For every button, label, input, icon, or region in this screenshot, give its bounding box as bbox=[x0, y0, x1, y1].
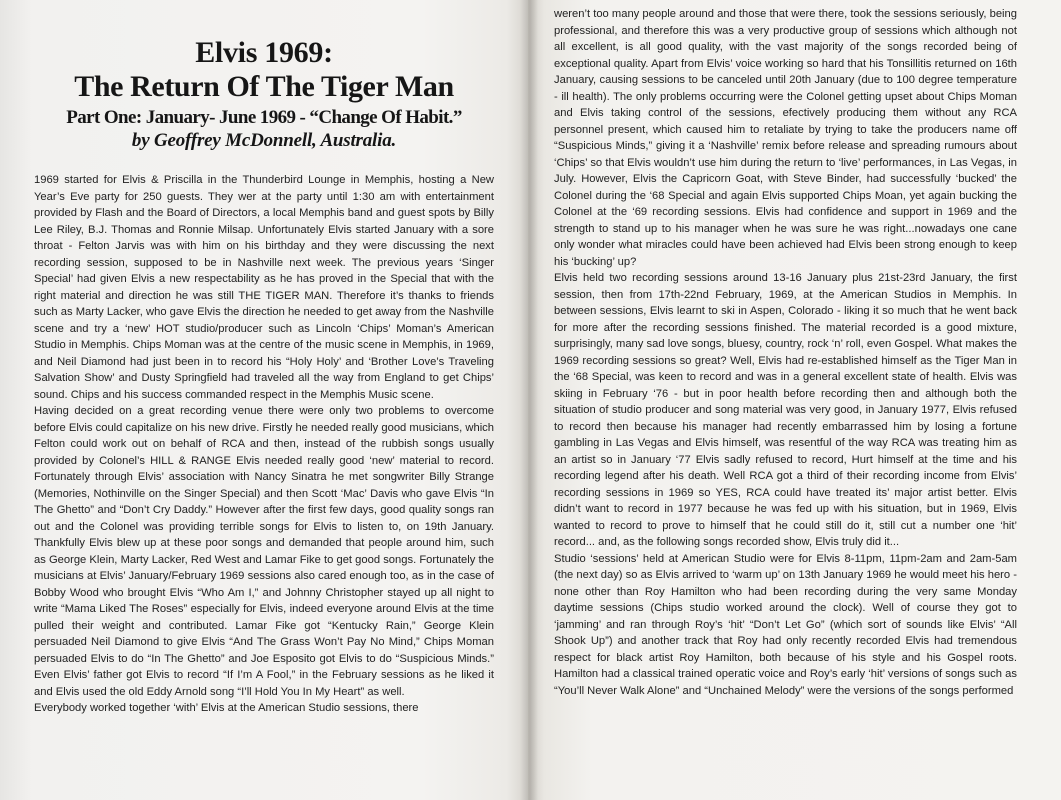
article-byline: by Geoffrey McDonnell, Australia. bbox=[131, 130, 397, 151]
right-page bbox=[528, 0, 1061, 800]
left-page bbox=[0, 0, 528, 800]
article-header bbox=[34, 36, 494, 153]
left-body-text bbox=[34, 172, 494, 717]
article-title-line2: The Return Of The Tiger Man bbox=[74, 70, 454, 103]
right-body-text bbox=[554, 6, 1017, 699]
paragraph: Having decided on a great recording venue there were only two problems to overcome before Elvis could capitalize on his new drive. Firstly he needed really good musicians, which Felton could work out on behalf of RCA and then, instead of the rubbish songs usually provided by Colonel’s HILL & RANGE Elvis needed really good ‘new’ material to record. Fortunately through Elvis’ association with Nancy Sinatra he met songwriter Billy Strange (Memories, Nothinville on the Singer Special) and then Scott ‘Mac’ Davis who gave Elvis “In The Ghetto” and “Don’t Cry Daddy.” However after the first few days, good quality songs ran out and the Colonel was providing terrible songs for Elvis to listen to, on 19th January. Thankfully Elvis blew up at these poor songs and demanded that people around him, such as George Klein, Marty Lacker, Red West and Lamar Fike to get good songs. Fortunately the musicians at Elvis’ January/February 1969 sessions also cared enough too, as in the case of Bobby Wood who brought Elvis “Who Am I,” and Johnny Christopher stayed up all night to write “Mama Liked The Roses” especially for Elvis, indeed everyone around Elvis at the time pulled their weight and contributed. Lamar Fike got “Kentucky Rain,” George Klein persuaded Neil Diamond to give Elvis “And The Grass Won’t Pay No Mind,” Chips Moman persuaded Elvis to do “In The Ghetto” and Joe Esposito got Elvis to do “Suspicious Minds.” Even Elvis’ father got Elvis to record “If I’m A Fool,” in the February sessions as he liked it and Elvis used the old Eddy Arnold song “I’ll Hold You In My Heart” as well. bbox=[34, 405, 494, 698]
article-subtitle: Part One: January- June 1969 - “Change Of Habit.” bbox=[66, 107, 462, 128]
paragraph: Elvis held two recording sessions around 13-16 January plus 21st-23rd January, the first session, then from 17th-22nd February, 1969, at the American Studios in Memphis. In between sessions, Elvis learnt to ski in Aspen, Colorado - liking it so much that he went back for more after the recording sessions finished. The material recorded is a good mixture, surprisingly, many sad love songs, bluesy, country, rock ‘n’ roll, even Gospel. What makes the 1969 recording sessions so great? Well, Elvis had re-established himself as the Tiger Man in the ‘68 Special, was keen to record and was in a general excellent state of health. Elvis was skiing in February ‘76 - but in poor health before recording then and although both the situation of studio producer and song material was very good, in January 1977, Elvis refused to record then because his manager had recently embarrassed him by losing a fortune gambling in Las Vegas and Elvis himself, was resentful of the way RCA was treating him as an artist so in January ‘77 Elvis sadly refused to record, Hurt himself at the time and his recording legend after his death. Well RCA got a third of their recording income from Elvis’ recording sessions in 1969 so YES, RCA could have treated its’ major artist better. Elvis didn’t want to record in 1977 because he was fed up with his situation, but in 1969, Elvis wanted to record to prove to himself that he could still do it, still cut a number one ‘hit’ record... and, as the following songs recorded show, Elvis truly did it... bbox=[554, 272, 1017, 548]
paragraph: Everybody worked together ‘with’ Elvis at the American Studio sessions, there bbox=[34, 702, 419, 714]
paragraph: 1969 started for Elvis & Priscilla in the Thunderbird Lounge in Memphis, hosting a New Year’s Eve party for 250 guests. They wer at the party until 1:30 am with entertainment provided by Flash and the Board of Directors, a local Memphis band and guest spots by Billy Lee Riley, B.J. Thomas and Ronnie Milsap. Unfortunately Elvis started January with a sore throat - Felton Jarvis was with him on his birthday and they were discussing the next recording session, supposed to be in Nashville next week. The previous years ‘Singer Special’ had given Elvis a new respectability as he has proved in the Special that with the right material and direction he was still THE TIGER MAN. Therefore it’s thanks to friends such as Marty Lacker, who gave Elvis the direction he needed to get away from the Nashville scene and try a ‘new’ HOT studio/producer such as Lincoln ‘Chips’ Moman’s American Studio in Memphis. Chips Moman was at the centre of the music scene in Memphis, in 1969, and Neil Diamond had just been in to record his “Holy Holy’ and ‘Brother Love’s Traveling Salvation Show’ and Dusty Springfield had traveled all the way from England to get Chips’ sound. Chips and his success commanded respect in the Memphis Music scene. bbox=[34, 174, 494, 401]
paragraph: Studio ‘sessions’ held at American Studio were for Elvis 8-11pm, 11pm-2am and 2am-5am (the next day) so as Elvis arrived to ‘warm up’ on 13th January 1969 he would meet his hero - none other than Roy Hamilton who had been recording during the very same Monday daytime sessions (Chips studio worked around the clock). Well of course they got to ‘jamming’ and ran through Roy’s ‘hit’ “Don’t Let Go” (which sort of sounds like Elvis’ “All Shook Up”) and another track that Roy had only recently recorded Elvis had tremendous respect for black artist Roy Hamilton, both because of his style and his Gospel roots. Hamilton had a classical trained operatic voice and Roy’s early ‘hit’ versions of songs such as “You’ll Never Walk Alone” and “Unchained Melody” were the versions of the songs performed bbox=[554, 552, 1017, 697]
paragraph: weren’t too many people around and those that were there, took the sessions seriously, being professional, and therefore this was a very productive group of sessions which although not all excellent, is all good quality, with the vast majority of the songs recorded being of exceptional quality. Apart from Elvis’ voice working so hard that his Tonsillitis returned on 16th January, causing sessions to be canceled until 20th January (due to 100 degree temperature - ill health). The only problems occurring were the Colonel getting upset about Chips Moman and Elvis taking control of the sessions, efectively producing them without any RCA personnel present, which caused him to retaliate by trying to take the producers name off “Suspicious Minds,” giving it a ‘Nashville’ remix before release and spreading rumours about ‘Chips’ so that Elvis wouldn’t use him during the return to ‘live’ performances, in Las Vegas, in July. However, Elvis the Capricorn Goat, with Steve Binder, had successfully ‘bucked’ the Colonel during the ‘68 Special and again Elvis supported Chips Moan, yet again bucking the Colonel at the ‘69 recording sessions. Elvis had confidence and support in 1969 and the strength to stand up to his manager when he was sure he was right...nowadays one cane only wonder what miracles could have been achieved had Elvis been strong enough to keep his ‘bucking’ up? bbox=[554, 8, 1017, 268]
article-title-line1: Elvis 1969: bbox=[195, 36, 333, 69]
